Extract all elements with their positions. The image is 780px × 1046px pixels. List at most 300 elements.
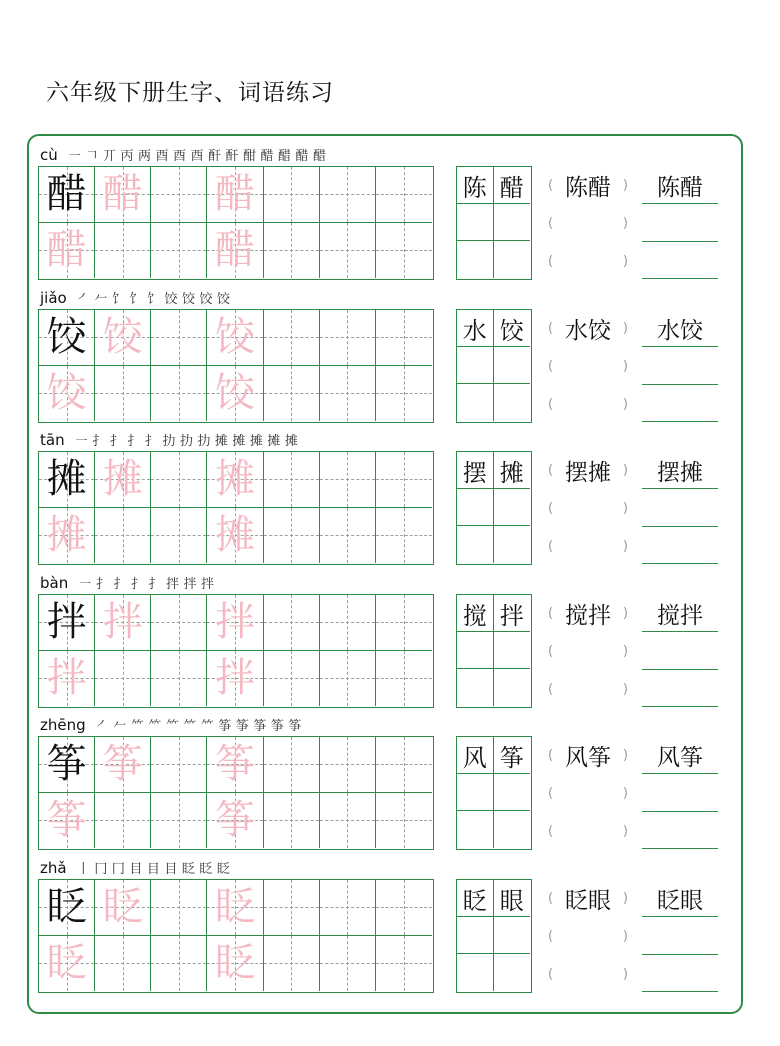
guide-line — [320, 678, 375, 679]
right-paren: ) — [622, 538, 628, 554]
paren-answer-column — [548, 309, 628, 423]
word-cell[interactable] — [457, 204, 494, 241]
word-cell[interactable] — [494, 167, 531, 204]
underline-word: 风筝 — [657, 744, 703, 771]
trace-character: 筝 — [214, 741, 255, 788]
paren-answer-column — [548, 166, 628, 280]
answer-underline[interactable] — [642, 241, 718, 242]
stroke-step: 眨 — [181, 862, 195, 877]
writing-cell[interactable] — [151, 595, 207, 651]
guide-line — [320, 535, 375, 536]
stroke-step: 眨 — [216, 862, 230, 877]
stroke-step: 筝 — [253, 719, 267, 734]
stroke-step: 摊 — [232, 434, 246, 449]
writing-cell[interactable] — [264, 793, 320, 849]
stroke-step: 酉 — [173, 149, 187, 164]
writing-cell[interactable] — [207, 880, 263, 936]
writing-cell[interactable] — [95, 880, 151, 936]
trace-character: 筝 — [46, 797, 87, 844]
word-cell[interactable] — [457, 241, 494, 278]
writing-cell[interactable] — [320, 595, 376, 651]
word-cell[interactable] — [457, 489, 494, 526]
writing-cell[interactable] — [151, 880, 207, 936]
stroke-step: 酣 — [243, 149, 257, 164]
trace-character: 筝 — [102, 741, 143, 788]
left-paren: ( — [548, 215, 554, 231]
writing-cell[interactable] — [320, 310, 376, 366]
word-cell[interactable] — [494, 917, 531, 954]
writing-cell[interactable] — [207, 452, 263, 508]
word-cell[interactable] — [457, 347, 494, 384]
word-character: 摆 — [462, 458, 487, 487]
right-paren: ) — [622, 215, 628, 231]
paren-answer[interactable] — [548, 204, 628, 242]
left-paren: ( — [548, 890, 554, 906]
writing-cell[interactable] — [320, 793, 376, 849]
writing-cell[interactable] — [264, 651, 320, 707]
right-paren: ) — [622, 605, 628, 621]
stroke-step: 酐 — [225, 149, 239, 164]
writing-cell[interactable] — [151, 167, 207, 223]
paren-answer[interactable] — [548, 166, 628, 204]
page-title: 六年级下册生字、词语练习 — [46, 80, 334, 106]
paren-word: 陈醋 — [565, 174, 611, 201]
guide-line — [376, 535, 432, 536]
writing-cell[interactable] — [320, 936, 376, 992]
left-paren: ( — [548, 605, 554, 621]
answer-underline[interactable] — [642, 706, 718, 707]
word-cell[interactable] — [457, 384, 494, 421]
word-cell[interactable] — [494, 347, 531, 384]
guide-line — [376, 337, 432, 338]
paren-answer-column — [548, 879, 628, 993]
word-cell[interactable] — [494, 204, 531, 241]
left-paren: ( — [548, 177, 554, 193]
writing-cell[interactable] — [95, 366, 151, 422]
word-cell[interactable] — [494, 880, 531, 917]
word-cell[interactable] — [457, 811, 494, 848]
word-cell[interactable] — [457, 595, 494, 632]
writing-cell[interactable] — [95, 651, 151, 707]
writing-cell[interactable] — [207, 310, 263, 366]
writing-cell[interactable] — [95, 310, 151, 366]
writing-cell[interactable] — [151, 508, 207, 564]
underline-word: 摆摊 — [657, 459, 703, 486]
right-paren: ) — [622, 681, 628, 697]
writing-cell[interactable] — [320, 880, 376, 936]
writing-cell[interactable] — [95, 936, 151, 992]
guide-line — [264, 535, 319, 536]
right-paren: ) — [622, 177, 628, 193]
writing-cell[interactable] — [39, 936, 95, 992]
paren-answer[interactable] — [548, 385, 628, 423]
left-paren: ( — [548, 928, 554, 944]
guide-line — [376, 678, 432, 679]
stroke-step: ㇐ — [78, 577, 92, 592]
stroke-step: 饣 — [129, 292, 143, 307]
writing-cell[interactable] — [207, 366, 263, 422]
writing-cell[interactable] — [264, 737, 320, 793]
right-paren: ) — [622, 747, 628, 763]
word-character: 饺 — [499, 316, 524, 345]
writing-cell[interactable] — [207, 508, 263, 564]
writing-cell[interactable] — [320, 452, 376, 508]
writing-cell[interactable] — [264, 595, 320, 651]
writing-cell[interactable] — [95, 508, 151, 564]
stroke-step: 扌 — [130, 577, 144, 592]
guide-line — [264, 764, 319, 765]
word-cell[interactable] — [457, 669, 494, 706]
stroke-step: 丨 — [76, 862, 90, 877]
paren-answer-column — [548, 736, 628, 850]
writing-cell[interactable] — [320, 167, 376, 223]
paren-answer[interactable] — [548, 736, 628, 774]
writing-cell[interactable] — [376, 595, 432, 651]
stroke-step: 饣 — [146, 292, 160, 307]
stroke-step: 饺 — [181, 292, 195, 307]
answer-underline[interactable] — [642, 631, 718, 632]
answer-underline[interactable] — [642, 669, 718, 670]
writing-cell[interactable] — [95, 223, 151, 279]
stroke-step: 摊 — [214, 434, 228, 449]
left-paren: ( — [548, 462, 554, 478]
writing-cell[interactable] — [39, 508, 95, 564]
writing-cell[interactable] — [95, 737, 151, 793]
paren-answer[interactable] — [548, 309, 628, 347]
answer-underline[interactable] — [642, 773, 718, 774]
writing-cell[interactable] — [207, 936, 263, 992]
writing-cell[interactable] — [39, 223, 95, 279]
left-paren: ( — [548, 500, 554, 516]
guide-line — [151, 907, 206, 908]
writing-cell[interactable] — [39, 452, 95, 508]
left-paren: ( — [548, 823, 554, 839]
answer-underline[interactable] — [642, 916, 718, 917]
paren-answer[interactable] — [548, 774, 628, 812]
paren-answer[interactable] — [548, 594, 628, 632]
trace-character: 筝 — [214, 797, 255, 844]
stroke-step: 饺 — [199, 292, 213, 307]
writing-cell[interactable] — [376, 223, 432, 279]
writing-cell[interactable] — [376, 737, 432, 793]
guide-line — [95, 393, 150, 394]
underline-answer-column — [642, 879, 718, 993]
guide-line — [320, 907, 375, 908]
stroke-step: 醋 — [278, 149, 292, 164]
writing-cell[interactable] — [95, 793, 151, 849]
answer-underline[interactable] — [642, 346, 718, 347]
stroke-step: 𠂉 — [94, 292, 108, 307]
writing-cell[interactable] — [151, 366, 207, 422]
writing-cell[interactable] — [376, 936, 432, 992]
stroke-step: 冂 — [111, 862, 125, 877]
trace-character: 拌 — [214, 655, 255, 702]
word-character: 搅 — [462, 601, 487, 630]
model-character: 眨 — [46, 884, 87, 931]
word-cell[interactable] — [457, 526, 494, 563]
word-character: 醋 — [499, 173, 524, 202]
stroke-step: ㇐ — [74, 434, 88, 449]
word-cell[interactable] — [457, 737, 494, 774]
writing-cell[interactable] — [39, 310, 95, 366]
stroke-step: ⺮ — [200, 719, 214, 734]
model-character: 筝 — [46, 741, 87, 788]
stroke-step: 丙 — [120, 149, 134, 164]
word-cell[interactable] — [457, 452, 494, 489]
guide-line — [376, 622, 432, 623]
stroke-step: 两 — [138, 149, 152, 164]
guide-line — [376, 250, 432, 251]
underline-answer-column — [642, 594, 718, 708]
writing-cell[interactable] — [376, 508, 432, 564]
writing-cell[interactable] — [264, 167, 320, 223]
writing-cell[interactable] — [320, 366, 376, 422]
answer-underline[interactable] — [642, 954, 718, 955]
stroke-order-row — [40, 712, 304, 734]
writing-cell[interactable] — [39, 793, 95, 849]
word-cell[interactable] — [494, 595, 531, 632]
writing-cell[interactable] — [320, 223, 376, 279]
trace-character: 眨 — [214, 940, 255, 987]
stroke-step: 扌 — [109, 434, 123, 449]
writing-cell[interactable] — [151, 737, 207, 793]
guide-line — [320, 764, 375, 765]
writing-cell[interactable] — [95, 167, 151, 223]
writing-cell[interactable] — [320, 651, 376, 707]
writing-cell[interactable] — [376, 366, 432, 422]
stroke-step: 摊 — [267, 434, 281, 449]
writing-cell[interactable] — [151, 223, 207, 279]
paren-answer[interactable] — [548, 347, 628, 385]
guide-line — [95, 535, 150, 536]
stroke-step: 酉 — [155, 149, 169, 164]
trace-character: 醋 — [214, 171, 255, 218]
pinyin-label: tān — [40, 431, 65, 449]
word-grid — [456, 594, 532, 708]
writing-cell[interactable] — [207, 651, 263, 707]
word-character: 摊 — [499, 458, 524, 487]
stroke-step: ⺮ — [165, 719, 179, 734]
answer-underline[interactable] — [642, 278, 718, 279]
word-cell[interactable] — [457, 310, 494, 347]
word-cell[interactable] — [494, 384, 531, 421]
model-character: 摊 — [46, 456, 87, 503]
writing-cell[interactable] — [95, 452, 151, 508]
guide-line — [264, 194, 319, 195]
word-cell[interactable] — [457, 954, 494, 991]
writing-cell[interactable] — [39, 651, 95, 707]
left-paren: ( — [548, 320, 554, 336]
trace-character: 拌 — [214, 599, 255, 646]
writing-cell[interactable] — [95, 595, 151, 651]
writing-cell[interactable] — [320, 508, 376, 564]
char-block — [0, 138, 780, 280]
tianzige-grid — [38, 309, 434, 423]
word-cell[interactable] — [494, 489, 531, 526]
guide-line — [320, 337, 375, 338]
word-character: 陈 — [462, 173, 487, 202]
answer-underline[interactable] — [642, 848, 718, 849]
writing-cell[interactable] — [376, 793, 432, 849]
word-cell[interactable] — [494, 310, 531, 347]
guide-line — [264, 479, 319, 480]
writing-cell[interactable] — [39, 366, 95, 422]
writing-cell[interactable] — [151, 452, 207, 508]
writing-cell[interactable] — [39, 737, 95, 793]
pinyin-label: zhǎ — [40, 859, 67, 877]
word-cell[interactable] — [457, 632, 494, 669]
writing-cell[interactable] — [320, 737, 376, 793]
paren-answer[interactable] — [548, 917, 628, 955]
stroke-step: 拌 — [165, 577, 179, 592]
writing-cell[interactable] — [151, 793, 207, 849]
right-paren: ) — [622, 785, 628, 801]
model-character: 饺 — [46, 314, 87, 361]
left-paren: ( — [548, 747, 554, 763]
word-character: 水 — [462, 316, 487, 345]
writing-cell[interactable] — [264, 880, 320, 936]
stroke-step: ㇐ — [68, 149, 82, 164]
right-paren: ) — [622, 358, 628, 374]
paren-answer[interactable] — [548, 632, 628, 670]
writing-cell[interactable] — [264, 936, 320, 992]
left-paren: ( — [548, 643, 554, 659]
paren-answer[interactable] — [548, 955, 628, 993]
writing-cell[interactable] — [207, 167, 263, 223]
answer-underline[interactable] — [642, 384, 718, 385]
answer-underline[interactable] — [642, 526, 718, 527]
stroke-step: 筝 — [270, 719, 284, 734]
answer-underline[interactable] — [642, 563, 718, 564]
writing-cell[interactable] — [264, 452, 320, 508]
guide-line — [264, 337, 319, 338]
tianzige-grid — [38, 166, 434, 280]
right-paren: ) — [622, 253, 628, 269]
guide-line — [264, 393, 319, 394]
underline-word: 眨眼 — [657, 887, 703, 914]
paren-answer[interactable] — [548, 489, 628, 527]
guide-line — [376, 764, 432, 765]
left-paren: ( — [548, 253, 554, 269]
word-cell[interactable] — [494, 452, 531, 489]
paren-word: 风筝 — [565, 744, 611, 771]
paren-answer[interactable] — [548, 812, 628, 850]
writing-cell[interactable] — [264, 310, 320, 366]
stroke-step: ㇒ — [95, 719, 109, 734]
writing-cell[interactable] — [151, 310, 207, 366]
word-cell[interactable] — [494, 737, 531, 774]
trace-character: 拌 — [46, 655, 87, 702]
stroke-step: ⺮ — [183, 719, 197, 734]
underline-word: 水饺 — [657, 317, 703, 344]
guide-line — [320, 963, 375, 964]
stroke-step: 扌 — [127, 434, 141, 449]
answer-underline[interactable] — [642, 421, 718, 422]
word-cell[interactable] — [494, 632, 531, 669]
writing-cell[interactable] — [207, 223, 263, 279]
stroke-order-row — [40, 142, 328, 164]
guide-line — [264, 622, 319, 623]
writing-cell[interactable] — [376, 310, 432, 366]
answer-underline[interactable] — [642, 811, 718, 812]
guide-line — [264, 963, 319, 964]
trace-character: 摊 — [102, 456, 143, 503]
trace-character: 眨 — [214, 884, 255, 931]
word-cell[interactable] — [457, 880, 494, 917]
writing-cell[interactable] — [39, 880, 95, 936]
writing-cell[interactable] — [376, 880, 432, 936]
word-cell[interactable] — [494, 811, 531, 848]
stroke-step: 筝 — [235, 719, 249, 734]
writing-cell[interactable] — [151, 936, 207, 992]
underline-answer-column — [642, 309, 718, 423]
writing-cell[interactable] — [39, 595, 95, 651]
stroke-step: 扐 — [179, 434, 193, 449]
word-cell[interactable] — [457, 774, 494, 811]
word-character: 风 — [462, 743, 487, 772]
trace-character: 醋 — [102, 171, 143, 218]
paren-answer-column — [548, 594, 628, 708]
writing-cell[interactable] — [264, 223, 320, 279]
stroke-step: 饺 — [164, 292, 178, 307]
writing-cell[interactable] — [207, 595, 263, 651]
word-cell[interactable] — [457, 167, 494, 204]
answer-underline[interactable] — [642, 203, 718, 204]
writing-cell[interactable] — [264, 508, 320, 564]
writing-cell[interactable] — [207, 793, 263, 849]
paren-answer[interactable] — [548, 670, 628, 708]
word-cell[interactable] — [494, 241, 531, 278]
paren-answer[interactable] — [548, 242, 628, 280]
writing-cell[interactable] — [151, 651, 207, 707]
word-grid — [456, 736, 532, 850]
word-cell[interactable] — [457, 917, 494, 954]
writing-cell[interactable] — [376, 651, 432, 707]
underline-answer-column — [642, 166, 718, 280]
stroke-step: ㇒ — [76, 292, 90, 307]
writing-cell[interactable] — [207, 737, 263, 793]
stroke-step: 拌 — [183, 577, 197, 592]
paren-word: 摆摊 — [565, 459, 611, 486]
char-block — [0, 851, 780, 993]
word-cell[interactable] — [494, 954, 531, 991]
stroke-step: 醋 — [260, 149, 274, 164]
stroke-step: 饣 — [111, 292, 125, 307]
word-character: 眼 — [499, 886, 524, 915]
guide-line — [151, 337, 206, 338]
underline-answer-column — [642, 451, 718, 565]
word-grid — [456, 166, 532, 280]
word-cell[interactable] — [494, 669, 531, 706]
writing-cell[interactable] — [264, 366, 320, 422]
paren-answer[interactable] — [548, 879, 628, 917]
answer-underline[interactable] — [642, 488, 718, 489]
trace-character: 饺 — [214, 370, 255, 417]
guide-line — [151, 479, 206, 480]
writing-cell[interactable] — [376, 167, 432, 223]
word-cell[interactable] — [494, 774, 531, 811]
right-paren: ) — [622, 966, 628, 982]
guide-line — [264, 907, 319, 908]
paren-answer[interactable] — [548, 451, 628, 489]
word-cell[interactable] — [494, 526, 531, 563]
writing-cell[interactable] — [39, 167, 95, 223]
paren-answer[interactable] — [548, 527, 628, 565]
guide-line — [376, 194, 432, 195]
writing-cell[interactable] — [376, 452, 432, 508]
answer-underline[interactable] — [642, 991, 718, 992]
stroke-step: 扌 — [92, 434, 106, 449]
